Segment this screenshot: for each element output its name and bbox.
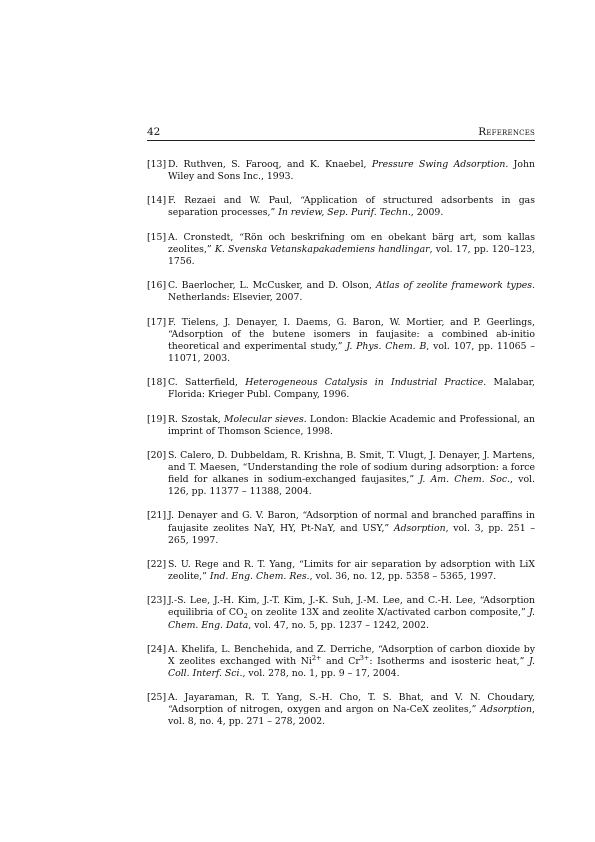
reference-fragment: Pressure Swing Adsorption.: [371, 159, 509, 170]
reference-fragment: A. Khelifa, L. Benchehida, and Z. Derriche, “Adsorption of carbon dioxide by X zeolites exchanged with Ni: [168, 643, 535, 667]
reference-fragment: D. Ruthven, S. Farooq, and K. Knaebel,: [168, 159, 372, 170]
reference-entry: [147, 559, 535, 583]
reference-fragment: Netherlands: Elsevier, 2007.: [168, 292, 303, 304]
reference-number: [22]: [147, 558, 167, 570]
reference-entry: [147, 377, 535, 401]
reference-fragment: S. U. Rege and R. T. Yang, “Limits for air separation by adsorption with LiX zeolite,”: [168, 558, 535, 583]
reference-entry: [147, 644, 535, 680]
reference-fragment: R. Szostak,: [168, 413, 224, 425]
reference-text: [168, 450, 535, 498]
reference-fragment: Adsorption: [480, 704, 533, 716]
reference-text: [168, 159, 535, 183]
reference-list: [147, 159, 535, 729]
reference-fragment: J.-S. Lee, J.-H. Kim, J.-T. Kim, J.-K. Suh, J.-M. Lee, and C.-H. Lee, “Adsorption equilibria of CO: [168, 595, 535, 619]
reference-fragment: 3+: [359, 653, 370, 662]
reference-fragment: In review, Sep. Purif. Techn.: [278, 207, 411, 219]
reference-fragment: , 2009.: [410, 207, 444, 219]
reference-number: [21]: [147, 510, 167, 522]
reference-text: [168, 692, 535, 728]
reference-entry: [147, 450, 535, 498]
page: [147, 126, 535, 741]
reference-fragment: Heterogeneous Catalysis in Industrial Practice.: [245, 377, 487, 389]
reference-fragment: , vol. 126, pp. 11377 – 11388, 2004.: [168, 474, 535, 498]
reference-text: [168, 595, 535, 631]
reference-fragment: , vol. 3, pp. 251 – 265, 1997.: [168, 522, 535, 546]
reference-fragment: J. Am. Chem. Soc.: [419, 474, 511, 486]
reference-number: [14]: [147, 195, 167, 207]
reference-entry: [147, 595, 535, 631]
reference-number: [20]: [147, 449, 167, 461]
reference-text: [168, 559, 535, 583]
reference-fragment: Ind. Eng. Chem. Res.: [209, 571, 310, 583]
reference-fragment: , vol. 278, no. 1, pp. 9 – 17, 2004.: [242, 667, 400, 679]
reference-number: [25]: [147, 692, 167, 704]
reference-number: [19]: [147, 413, 167, 425]
reference-number: [16]: [147, 280, 167, 292]
reference-fragment: 2: [243, 612, 248, 621]
reference-entry: [147, 317, 535, 365]
reference-number: [23]: [147, 595, 167, 607]
reference-text: [168, 414, 535, 438]
reference-entry: [147, 692, 535, 728]
reference-fragment: on zeolite 13X and zeolite X/activated carbon composite,”: [247, 607, 530, 619]
section-title: References: [478, 126, 535, 138]
reference-fragment: F. Tielens, J. Denayer, I. Daems, G. Baron, W. Mortier, and P. Geerlings, “Adsorption of the butene isomers in faujasite: a combined ab-initio theoretical and experimental study,”: [168, 316, 535, 352]
reference-text: [168, 377, 535, 401]
reference-number: [13]: [147, 159, 167, 170]
reference-fragment: and Cr: [321, 655, 360, 667]
reference-text: [168, 280, 535, 304]
reference-fragment: , vol. 107, pp. 11065 – 11071, 2003.: [168, 340, 535, 364]
reference-number: [18]: [147, 377, 167, 389]
reference-number: [15]: [147, 231, 167, 243]
reference-entry: [147, 159, 535, 183]
reference-text: [168, 644, 535, 680]
page-number: 42: [147, 126, 161, 138]
reference-fragment: , vol. 17, pp. 120–123, 1756.: [168, 243, 535, 267]
reference-entry: [147, 232, 535, 268]
reference-fragment: Malabar, Florida: Krieger Publ. Company, 1996.: [168, 377, 535, 401]
reference-text: [168, 317, 535, 365]
reference-fragment: A. Cronstedt, “Rön och beskrifning om en obekant bärg art, som kallas zeolites,”: [168, 231, 535, 255]
reference-text: [168, 510, 535, 546]
reference-text: [168, 195, 535, 219]
reference-entry: [147, 280, 535, 304]
reference-fragment: , vol. 8, no. 4, pp. 271 – 278, 2002.: [168, 704, 535, 728]
reference-fragment: 2+: [311, 653, 322, 662]
reference-fragment: F. Rezaei and W. Paul, “Application of structured adsorbents in gas separation processes,”: [168, 195, 535, 219]
reference-number: [24]: [147, 643, 167, 655]
reference-fragment: S. Calero, D. Dubbeldam, R. Krishna, B. Smit, T. Vlugt, J. Denayer, J. Martens, and T. Maesen, “Understanding the role of sodium during adsorption: a force field for alkanes in sodium-exchanged faujasites,”: [168, 449, 535, 486]
reference-fragment: C. Satterfield,: [168, 377, 246, 389]
reference-fragment: Atlas of zeolite framework types.: [375, 280, 535, 292]
reference-fragment: J. Chem. Eng. Data: [168, 607, 535, 631]
reference-entry: [147, 510, 535, 546]
reference-fragment: K. Svenska Vetanskapakademiens handlingar: [214, 243, 430, 255]
reference-fragment: J. Coll. Interf. Sci.: [168, 655, 536, 679]
reference-entry: [147, 195, 535, 219]
reference-fragment: J. Phys. Chem. B: [346, 340, 427, 352]
reference-fragment: Adsorption: [393, 522, 446, 534]
reference-fragment: London: Blackie Academic and Professional, an imprint of Thomson Science, 1998.: [168, 413, 535, 437]
reference-fragment: C. Baerlocher, L. McCusker, and D. Olson,: [168, 280, 376, 292]
reference-fragment: John Wiley and Sons Inc., 1993.: [168, 159, 535, 183]
reference-text: [168, 232, 535, 268]
reference-fragment: : Isotherms and isosteric heat,”: [369, 655, 530, 667]
reference-fragment: J. Denayer and G. V. Baron, “Adsorption of normal and branched paraffins in faujasite zeolites NaY, HY, Pt-NaY, and USY,”: [168, 510, 535, 534]
reference-fragment: A. Jayaraman, R. T. Yang, S.-H. Cho, T. S. Bhat, and V. N. Choudary, “Adsorption of nitrogen, oxygen and argon on Na-CeX zeolites,”: [168, 692, 535, 716]
reference-fragment: , vol. 47, no. 5, pp. 1237 – 1242, 2002.: [248, 619, 430, 631]
reference-number: [17]: [147, 316, 167, 328]
running-header: [147, 126, 535, 141]
reference-fragment: , vol. 36, no. 12, pp. 5358 – 5365, 1997.: [309, 571, 497, 583]
reference-entry: [147, 414, 535, 438]
reference-fragment: Molecular sieves.: [223, 413, 307, 425]
